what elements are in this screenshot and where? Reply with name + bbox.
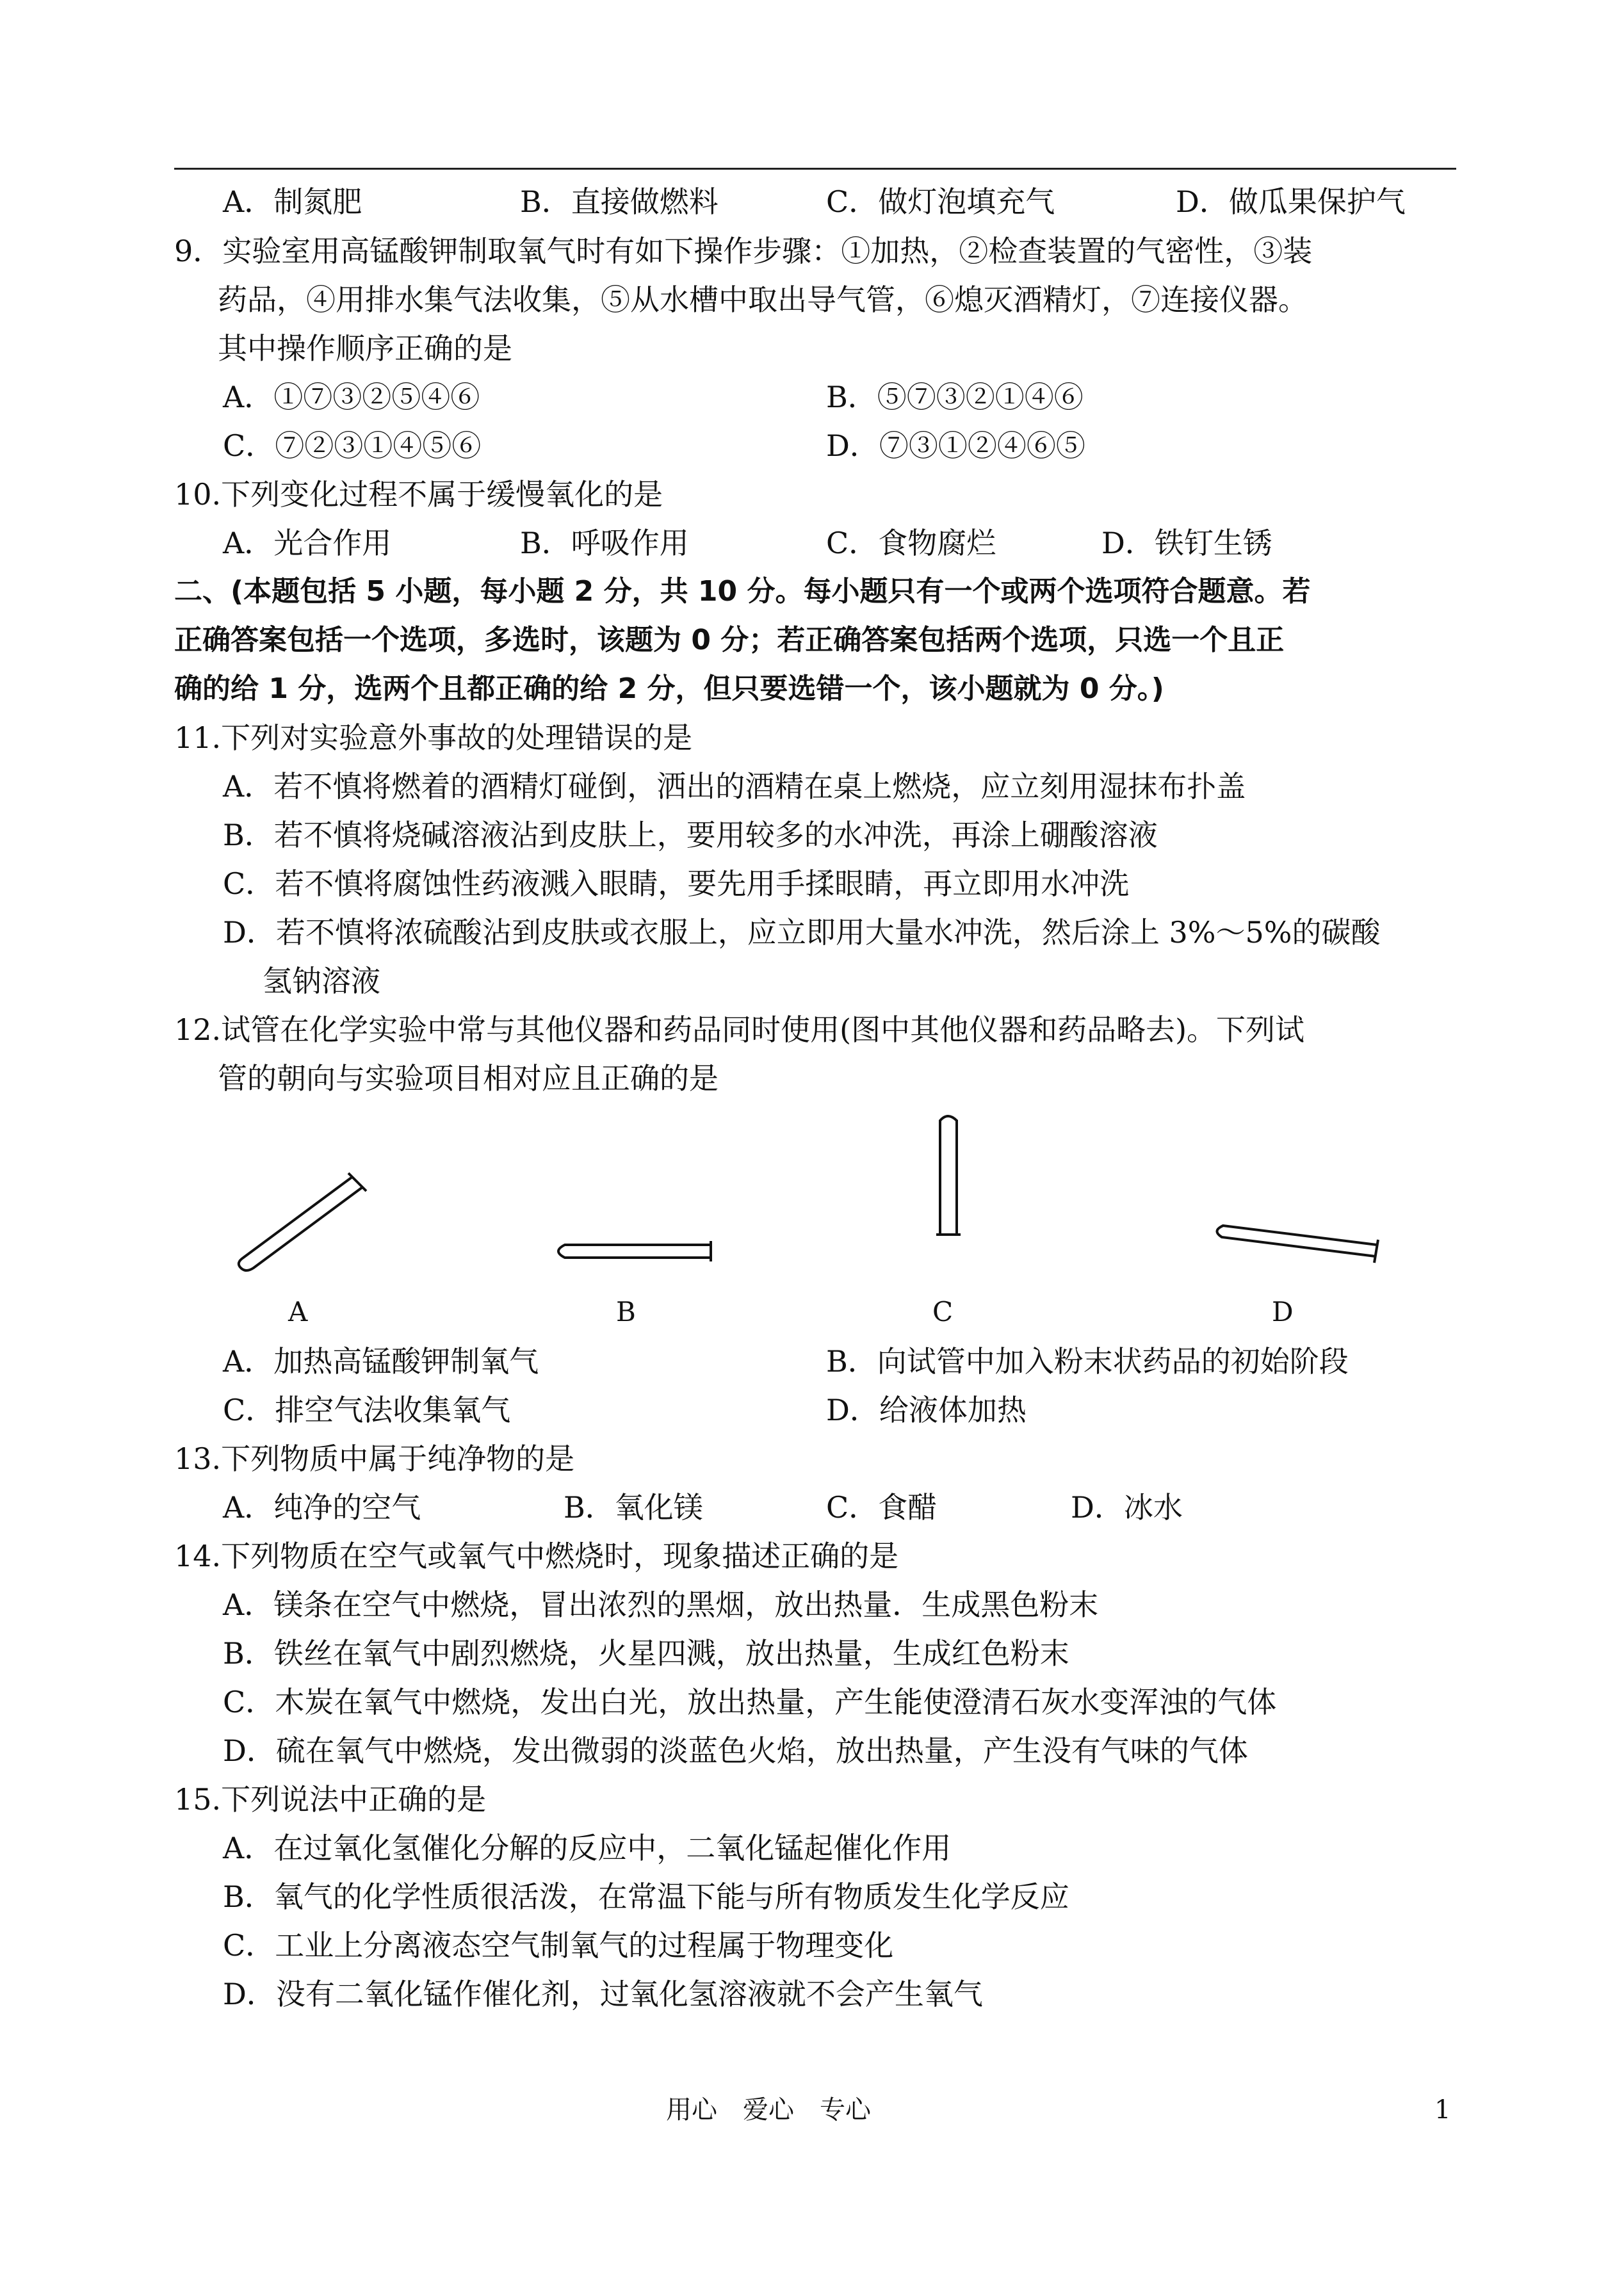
figure-label-d: D <box>1272 1296 1294 1327</box>
q11-option-d-line2: 氢钠溶液 <box>263 964 380 998</box>
q10-stem: 10.下列变化过程不属于缓慢氧化的是 <box>174 477 663 512</box>
q11-option-a: A．若不慎将燃着的酒精灯碰倒，洒出的酒精在桌上燃烧，应立刻用湿抹布扑盖 <box>223 769 1246 804</box>
figure-label-c: C <box>932 1296 954 1327</box>
q9-stem-line3: 其中操作顺序正确的是 <box>218 331 512 366</box>
q8-option-a: A．制氮肥 <box>223 184 362 219</box>
q15-option-a: A．在过氧化氢催化分解的反应中，二氧化锰起催化作用 <box>223 1831 952 1865</box>
page-number: 1 <box>1434 2095 1451 2125</box>
q11-stem: 11.下列对实验意外事故的处理错误的是 <box>174 720 693 755</box>
test-tube-c-icon <box>936 1116 961 1235</box>
q12-option-c: C．排空气法收集氧气 <box>223 1393 511 1427</box>
q15-option-b: B．氧气的化学性质很活泼，在常温下能与所有物质发生化学反应 <box>223 1879 1069 1914</box>
q12-option-d: D．给液体加热 <box>826 1393 1027 1427</box>
q14-option-c: C．木炭在氧气中燃烧，发出白光，放出热量，产生能使澄清石灰水变浑浊的气体 <box>223 1685 1277 1719</box>
header-rule <box>174 168 1456 170</box>
test-tube-a-icon <box>239 1173 366 1270</box>
q10-option-d: D．铁钉生锈 <box>1101 526 1272 560</box>
q9-option-c: C．⑦②③①④⑤⑥ <box>223 428 482 463</box>
q8-option-d: D．做瓜果保护气 <box>1176 184 1406 219</box>
q14-option-b: B．铁丝在氧气中剧烈燃烧，火星四溅，放出热量，生成红色粉末 <box>223 1636 1069 1671</box>
q13-option-c: C．食醋 <box>826 1490 938 1525</box>
q13-option-a: A．纯净的空气 <box>223 1490 421 1525</box>
test-tube-figure <box>192 1114 1447 1287</box>
q14-option-a: A．镁条在空气中燃烧，冒出浓烈的黑烟，放出热量．生成黑色粉末 <box>223 1587 1099 1622</box>
q10-option-b: B．呼吸作用 <box>520 526 689 560</box>
q12-option-b: B．向试管中加入粉末状药品的初始阶段 <box>826 1344 1349 1379</box>
q9-option-a: A．①⑦③②⑤④⑥ <box>223 380 480 414</box>
figure-label-b: B <box>616 1296 636 1327</box>
q9-option-d: D．⑦③①②④⑥⑤ <box>826 428 1085 463</box>
q9-stem-line1: 9．实验室用高锰酸钾制取氧气时有如下操作步骤：①加热，②检查装置的气密性，③装 <box>174 234 1313 268</box>
q9-option-b: B．⑤⑦③②①④⑥ <box>826 380 1084 414</box>
q13-option-d: D．冰水 <box>1071 1490 1183 1525</box>
q14-stem: 14.下列物质在空气或氧气中燃烧时，现象描述正确的是 <box>174 1539 899 1573</box>
q10-option-c: C．食物腐烂 <box>826 526 996 560</box>
q12-stem-line1: 12.试管在化学实验中常与其他仪器和药品同时使用(图中其他仪器和药品略去)。下列试 <box>174 1012 1305 1047</box>
q15-option-c: C．工业上分离液态空气制氧气的过程属于物理变化 <box>223 1928 894 1963</box>
q15-option-d: D．没有二氧化锰作催化剂，过氧化氢溶液就不会产生氧气 <box>223 1977 983 2011</box>
q14-option-d: D．硫在氧气中燃烧，发出微弱的淡蓝色火焰，放出热量，产生没有气味的气体 <box>223 1733 1248 1768</box>
q8-option-b: B．直接做燃料 <box>520 184 719 219</box>
q12-stem-line2: 管的朝向与实验项目相对应且正确的是 <box>218 1061 719 1096</box>
q13-option-b: B．氧化镁 <box>564 1490 703 1525</box>
q11-option-c: C．若不慎将腐蚀性药液溅入眼睛，要先用手揉眼睛，再立即用水冲洗 <box>223 866 1130 901</box>
section2-instructions-line2: 正确答案包括一个选项，多选时，该题为 0 分；若正确答案包括两个选项，只选一个且正 <box>174 624 1285 656</box>
q8-option-c: C．做灯泡填充气 <box>826 184 1055 219</box>
q10-option-a: A．光合作用 <box>223 526 392 560</box>
q15-stem: 15.下列说法中正确的是 <box>174 1782 487 1817</box>
q11-option-d-line1: D．若不慎将浓硫酸沾到皮肤或衣服上，应立即用大量水冲洗，然后涂上 3%～5%的碳酸 <box>223 915 1381 950</box>
footer-motto: 用心 爱心 专心 <box>666 2095 871 2125</box>
q9-stem-line2: 药品，④用排水集气法收集，⑤从水槽中取出导气管，⑥熄灭酒精灯，⑦连接仪器。 <box>218 282 1308 317</box>
section2-instructions-line3: 确的给 1 分，选两个且都正确的给 2 分，但只要选错一个，该小题就为 0 分。) <box>174 672 1164 705</box>
q13-stem: 13.下列物质中属于纯净物的是 <box>174 1441 575 1476</box>
figure-label-a: A <box>288 1296 308 1327</box>
test-tube-d-icon <box>1217 1226 1378 1263</box>
q11-option-b: B．若不慎将烧碱溶液沾到皮肤上，要用较多的水冲洗，再涂上硼酸溶液 <box>223 818 1158 852</box>
section2-instructions-line1: 二、(本题包括 5 小题，每小题 2 分，共 10 分。每小题只有一个或两个选项符合题意。若 <box>174 575 1311 608</box>
test-tube-b-icon <box>558 1241 711 1261</box>
q12-option-a: A．加热高锰酸钾制氧气 <box>223 1344 539 1379</box>
